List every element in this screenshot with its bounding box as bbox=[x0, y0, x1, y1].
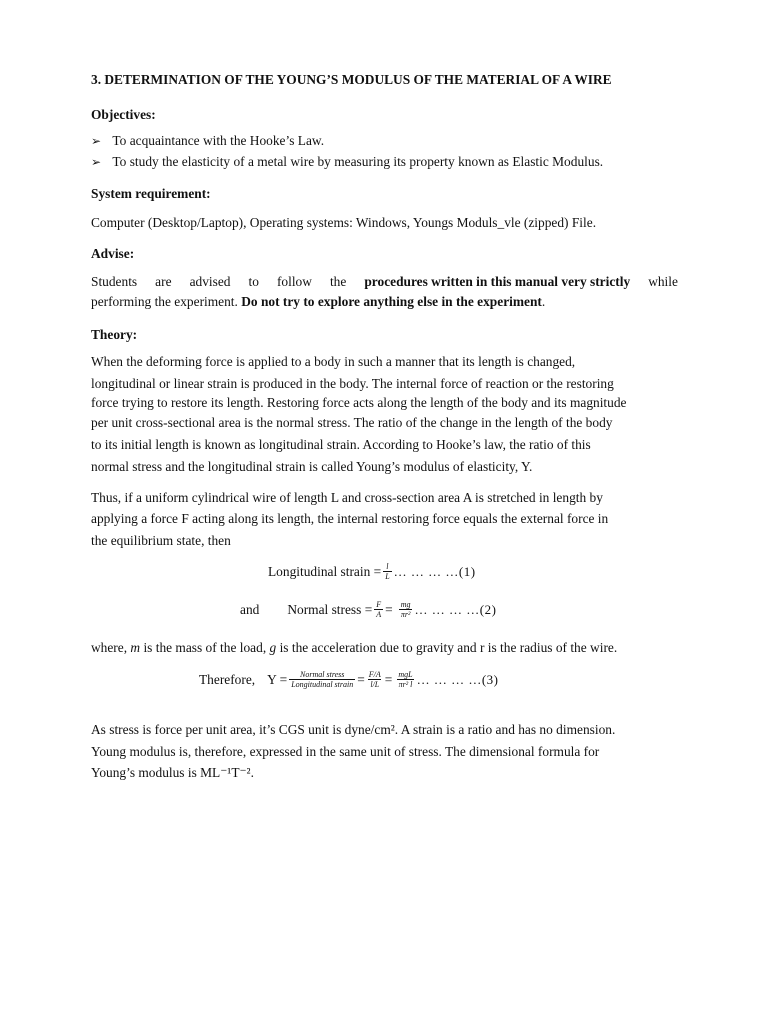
eq2-label: Normal stress = bbox=[287, 601, 373, 617]
eq1-number: … … … …(1) bbox=[393, 563, 476, 579]
page-title: 3. DETERMINATION OF THE YOUNG’S MODULUS OF THE MATERIAL OF A WIRE bbox=[91, 72, 612, 87]
closing-line-3: Young’s modulus is ML⁻¹T⁻². bbox=[91, 765, 254, 780]
theory-line-6: normal stress and the longitudinal strain is called Young’s modulus of elasticity, Y. bbox=[91, 459, 533, 474]
eq3-equals-1: = bbox=[357, 671, 365, 687]
advise-line-2-post: . bbox=[541, 294, 546, 309]
equation-1 bbox=[268, 562, 476, 581]
eq3-therefore: Therefore, bbox=[199, 671, 256, 687]
eq3-fraction-mgl bbox=[396, 670, 414, 689]
eq3-mgl-num: mgL bbox=[398, 670, 413, 679]
eq2-number: … … … …(2) bbox=[414, 601, 497, 617]
theory-line-3: force trying to restore its length. Restoring force acts along the length of the body and its magnitude bbox=[91, 395, 627, 410]
eq3-fraction-fa bbox=[367, 670, 383, 689]
eq1-label: Longitudinal strain = bbox=[268, 563, 382, 579]
eq1-numerator: l bbox=[386, 562, 389, 571]
eq3-y: Y = bbox=[267, 671, 288, 687]
theory-line-2: longitudinal or linear strain is produced in the body. The internal force of reaction or the restoring bbox=[91, 376, 614, 391]
advise-line-2-pre: performing the experiment. bbox=[91, 294, 242, 309]
advise-bold-2: Do not try to explore anything else in the experiment bbox=[241, 294, 542, 309]
eq2-fraction-mg bbox=[399, 600, 413, 619]
eq2-fa-num: F bbox=[376, 600, 382, 609]
system-heading: System requirement: bbox=[91, 186, 211, 201]
theory-heading: Theory: bbox=[91, 327, 138, 342]
theory-p2-line-2: applying a force F acting along its length, the internal restoring force equals the external force in bbox=[91, 511, 609, 526]
eq3-stress-den: Longitudinal strain bbox=[291, 680, 354, 689]
closing-line-2: Young modulus is, therefore, expressed in the same unit of stress. The dimensional formula for bbox=[91, 744, 600, 759]
advise-bold-1: procedures written in this manual very strictly bbox=[364, 274, 631, 289]
equation-2 bbox=[240, 600, 496, 619]
objectives-heading: Objectives: bbox=[91, 107, 156, 122]
system-text: Computer (Desktop/Laptop), Operating systems: Windows, Youngs Moduls_vle (zipped) File. bbox=[91, 215, 597, 230]
objective-text-2: To study the elasticity of a metal wire by measuring its property known as Elastic Modulus. bbox=[112, 154, 604, 169]
where-text: where, m is the mass of the load, g is the acceleration due to gravity and r is the radius of the wire. bbox=[91, 640, 618, 655]
eq3-fa-num: F/A bbox=[368, 670, 381, 679]
eq2-mg-den: πr² bbox=[400, 610, 411, 619]
theory-line-1: When the deforming force is applied to a body in such a manner that its length is changed, bbox=[91, 354, 576, 369]
eq1-fraction bbox=[383, 562, 391, 581]
theory-p2-line-3: the equilibrium state, then bbox=[91, 533, 231, 548]
theory-p2-line-1: Thus, if a uniform cylindrical wire of length L and cross-section area A is stretched in length by bbox=[91, 490, 603, 505]
objective-item-2 bbox=[91, 154, 603, 170]
eq2-fa-den: A bbox=[376, 610, 382, 619]
advise-line-1: Students are advised to follow the procedures written in this manual very strictly while bbox=[91, 274, 678, 289]
eq3-number: … … … …(3) bbox=[416, 671, 499, 687]
eq3-equals-2: = bbox=[384, 671, 393, 687]
advise-line-2 bbox=[91, 294, 545, 310]
arrow-bullet-icon: ➢ bbox=[91, 155, 102, 169]
advise-heading: Advise: bbox=[91, 246, 135, 261]
eq2-fraction-fa bbox=[374, 600, 383, 619]
eq3-mgl-den: πr² l bbox=[398, 680, 413, 689]
eq3-fraction-stress bbox=[289, 670, 355, 689]
eq3-fa-den: l/L bbox=[370, 680, 380, 689]
theory-line-4: per unit cross-sectional area is the normal stress. The ratio of the change in the length of the body bbox=[91, 415, 613, 430]
eq2-equals: = bbox=[385, 601, 393, 617]
theory-line-5: to its initial length is known as longitudinal strain. According to Hooke’s law, the ratio of this bbox=[91, 437, 591, 452]
equation-3 bbox=[199, 670, 499, 689]
objective-item-1 bbox=[91, 133, 324, 149]
eq3-stress-num: Normal stress bbox=[300, 670, 345, 679]
eq2-and: and bbox=[240, 601, 260, 617]
arrow-bullet-icon: ➢ bbox=[91, 134, 102, 148]
eq2-mg-num: mg bbox=[400, 600, 411, 609]
objective-text-1: To acquaintance with the Hooke’s Law. bbox=[112, 133, 325, 148]
eq1-denominator: L bbox=[385, 572, 390, 581]
closing-line-1: As stress is force per unit area, it’s CGS unit is dyne/cm². A strain is a ratio and has no dimension. bbox=[91, 722, 616, 737]
